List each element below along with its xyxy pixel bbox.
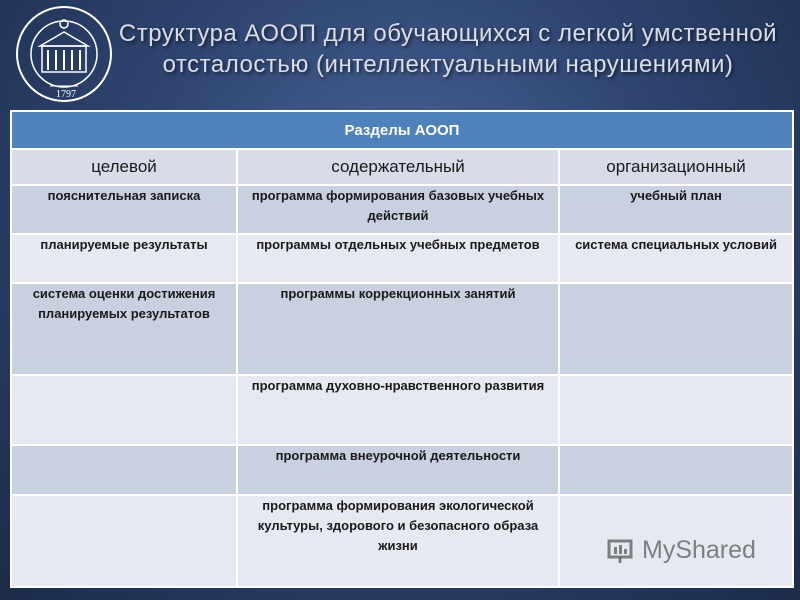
column-header-target: целевой	[11, 149, 237, 185]
table-cell: планируемые результаты	[11, 234, 237, 283]
table-header: Разделы АООП	[11, 111, 793, 149]
table-cell	[11, 495, 237, 587]
table-cell: учебный план	[559, 185, 793, 234]
table-row	[11, 283, 793, 375]
table-row	[11, 185, 793, 234]
column-header-organizational: организационный	[559, 149, 793, 185]
table-cell	[559, 375, 793, 445]
table-cell	[559, 445, 793, 495]
table-cell	[11, 445, 237, 495]
table-cell: программа формирования экологической культуры, здорового и безопасного образа жизни	[237, 495, 559, 587]
myshared-watermark	[606, 535, 756, 565]
table-row	[11, 445, 793, 495]
column-header-content: содержательный	[237, 149, 559, 185]
table-cell: система специальных условий	[559, 234, 793, 283]
slide-title: Структура АООП для обучающихся с легкой умственной отсталостью (интеллектуальными нарушениями)	[118, 20, 778, 78]
table-row	[11, 375, 793, 445]
table-cell: программа внеурочной деятельности	[237, 445, 559, 495]
table-cell	[559, 283, 793, 375]
table-row	[11, 234, 793, 283]
table-cell: программы отдельных учебных предметов	[237, 234, 559, 283]
table-cell: программа формирования базовых учебных действий	[237, 185, 559, 234]
table-cell: программа духовно-нравственного развития	[237, 375, 559, 445]
logo-year: 1797	[56, 89, 76, 100]
table-header-row	[11, 111, 793, 149]
table-cell: система оценки достижения планируемых результатов	[11, 283, 237, 375]
table-cell: программы коррекционных занятий	[237, 283, 559, 375]
table-cell	[11, 375, 237, 445]
university-logo	[14, 2, 114, 108]
table-cell: пояснительная записка	[11, 185, 237, 234]
aoop-structure-table	[10, 110, 794, 588]
column-headers-row	[11, 149, 793, 185]
presentation-board-icon	[606, 535, 636, 565]
watermark-text: MyShared	[642, 535, 756, 564]
